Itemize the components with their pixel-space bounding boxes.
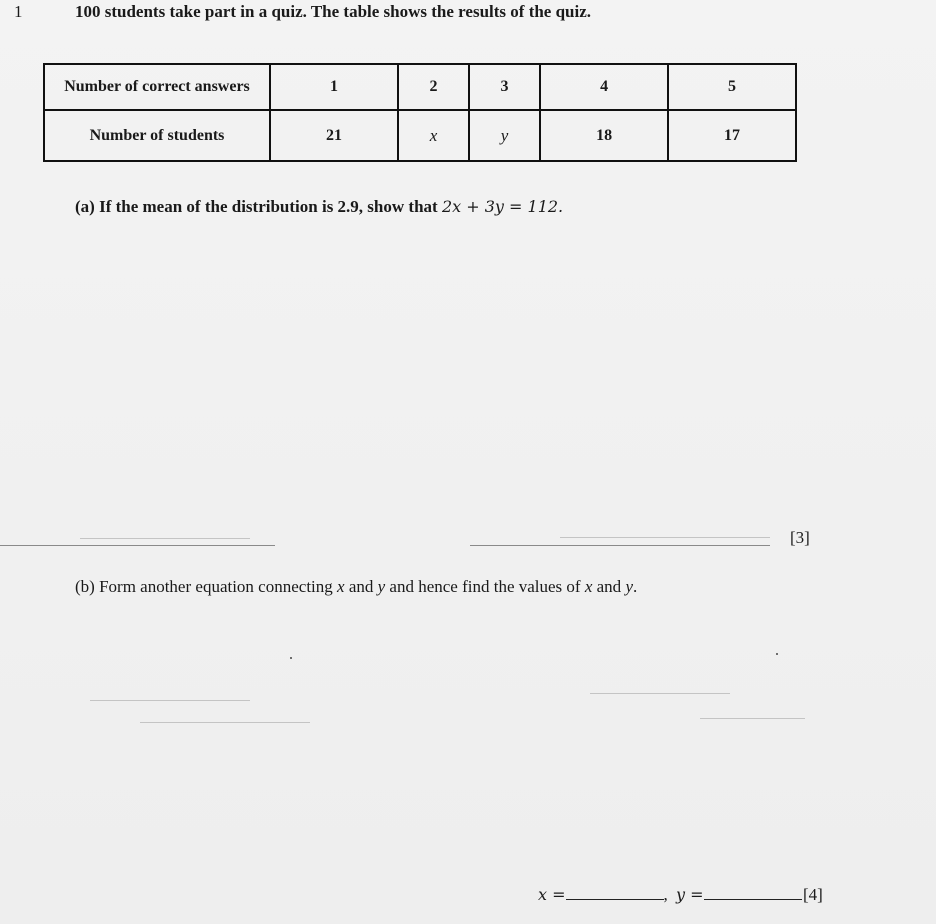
table-cell: 18	[540, 110, 668, 161]
answer-y-blank[interactable]	[704, 885, 802, 900]
question-number: 1	[14, 2, 23, 21]
part-a-label: (a)	[75, 197, 95, 216]
table-cell-x: x	[398, 110, 469, 161]
working-line	[140, 722, 310, 723]
pencil-dot	[290, 657, 292, 659]
table-cell: 1	[270, 64, 398, 110]
working-line	[0, 545, 275, 546]
table-row	[44, 110, 796, 161]
working-line	[90, 700, 250, 701]
working-line	[470, 545, 770, 546]
part-a-marks: [3]	[790, 528, 810, 547]
working-line	[80, 538, 250, 539]
pencil-dot	[776, 653, 778, 655]
answer-x-blank[interactable]	[566, 885, 664, 900]
table-cell: 17	[668, 110, 796, 161]
working-line	[560, 537, 770, 538]
results-table	[43, 63, 797, 162]
part-a-equation: 2x + 3y = 112.	[441, 197, 564, 216]
part-b-prompt: (b) Form another equation connecting x and y and hence find the values of x and y.	[75, 577, 638, 596]
question-stem: 100 students take part in a quiz. The table shows the results of the quiz.	[75, 2, 592, 21]
part-a-text: If the mean of the distribution is 2.9, show that	[99, 197, 438, 216]
answer-x-label: x =	[538, 885, 566, 904]
row-header-students: Number of students	[44, 110, 270, 161]
answer-x: x = ,	[538, 885, 668, 904]
table-row	[44, 64, 796, 110]
part-b-marks: [4]	[803, 885, 823, 904]
table-cell: 2	[398, 64, 469, 110]
row-header-correct-answers: Number of correct answers	[44, 64, 270, 110]
part-b-label: (b)	[75, 577, 95, 596]
table-cell: 3	[469, 64, 540, 110]
table-cell-y: y	[469, 110, 540, 161]
answer-y	[676, 885, 802, 905]
working-line	[700, 718, 805, 719]
answer-y-label: y =	[676, 885, 704, 904]
table-cell: 4	[540, 64, 668, 110]
table-cell: 5	[668, 64, 796, 110]
table-cell: 21	[270, 110, 398, 161]
working-line	[590, 693, 730, 694]
part-a-prompt	[75, 197, 563, 217]
